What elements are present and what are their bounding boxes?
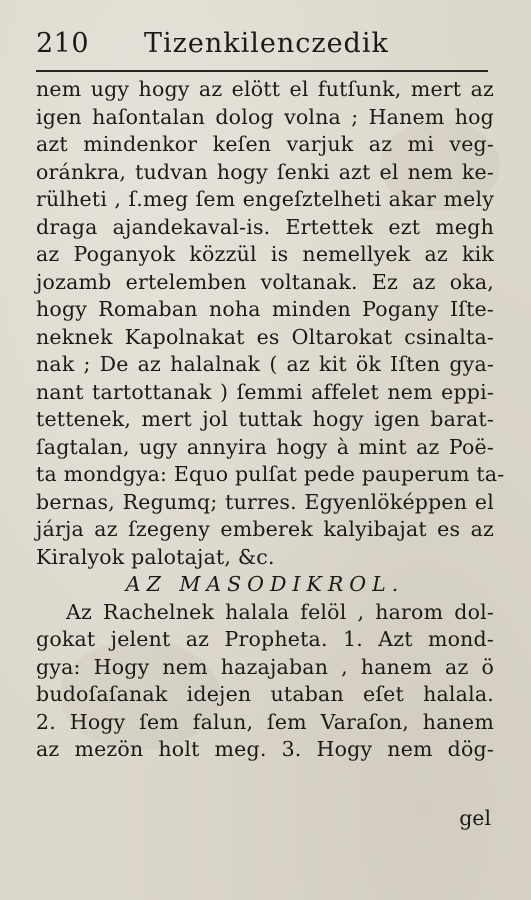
text-line: Az Rachelnek halala felöl , harom dol-: [66, 599, 494, 624]
body-text: [36, 76, 505, 764]
text-line: jozamb ertelemben voltanak. Ez az oka,: [36, 269, 494, 294]
text-line: nant tartottanak ) ſemmi affelet nem eppi-: [36, 379, 494, 404]
text-line: neknek Kapolnakat es Oltarokat csinalta-: [36, 324, 494, 349]
text-line: hogy Romaban noha minden Pogany Iſte-: [36, 297, 494, 321]
text-line: igen haſontalan dolog volna ; Hanem hog: [36, 104, 494, 129]
text-line: nak ; De az halalnak ( az kit ök Iſten gya-: [36, 352, 494, 376]
text-line: oránkra, tudvan hogy ſenki azt el nem ke-: [36, 159, 494, 184]
page-header: [36, 22, 486, 66]
text-line: budoſaſanak idejen utaban eſet halala.: [36, 682, 494, 706]
text-line: draga ajandekaval-is. Ertettek ezt megh: [36, 214, 494, 239]
section-heading: AZ MASODIKROL.: [125, 572, 405, 596]
text-line: Kiralyok palotajat, &c.: [36, 544, 275, 569]
text-line: bernas, Regumq; turres. Egyenlöképpen el: [36, 489, 494, 514]
text-line: az Poganyok közzül is nemellyek az kik: [36, 242, 494, 266]
header-rule: [36, 70, 488, 72]
text-line: nem ugy hogy az elött el futſunk, mert az: [36, 77, 494, 101]
text-line: ſagtalan, ugy annyira hogy à mint az Poë-: [36, 434, 494, 459]
text-line: gya: Hogy nem hazajaban , hanem az ö: [36, 654, 494, 679]
running-title: Tizenkilenczedik: [144, 28, 389, 59]
text-line: ta mondgya: Equo pulſat pede pauperum ta-: [36, 462, 505, 486]
text-line: 2. Hogy ſem falun, ſem Varaſon, hanem: [36, 709, 494, 734]
text-line: rülheti , ſ.meg ſem engeſztelheti akar mely: [36, 187, 494, 211]
catchword: gel: [459, 806, 491, 830]
text-line: az mezön holt meg. 3. Hogy nem dög-: [36, 737, 494, 761]
text-line: gokat jelent az Propheta. 1. Azt mond-: [36, 627, 494, 651]
page-number: 210: [36, 28, 90, 59]
text-line: tettenek, mert jol tuttak hogy igen barat-: [36, 407, 494, 431]
text-line: járja az ſzegeny emberek kalyibajat es az: [36, 517, 494, 541]
text-line: azt mindenkor keſen varjuk az mi veg-: [36, 132, 494, 156]
